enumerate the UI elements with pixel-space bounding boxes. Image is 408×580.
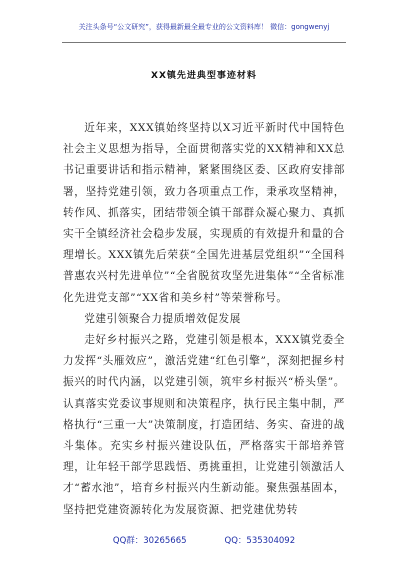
footer-contacts	[0, 534, 408, 546]
qq-number: QQ：535304092	[224, 536, 296, 546]
qq-group-number: QQ群：30265665	[112, 536, 187, 546]
header-banner: 关注头条号“公文研究”，获得最新最全最专业的公文资料库！ 微信：gongwenyj	[78, 23, 330, 31]
document-body	[63, 118, 345, 521]
document-title: XX镇先进典型事迹材料	[151, 71, 257, 81]
section-heading: 党建引领聚合力提质增效促发展	[84, 312, 241, 325]
paragraph-intro: 近年来，XXX镇始终坚持以X习近平新时代中国特色社会主义思想为指导，全面贯彻落实党的XX精神和XX总书记重要讲话和指示精神，紧紧围绕区委、区政府安排部署，坚持党建引领，致力各项重点工作，秉承攻坚精神，转作风、抓落实，团结带领全镇干部群众凝心聚力、真抓实干全镇经济社会稳步发展，实现质的有效提升和量的合理增长。XXX镇先后荣获“全国先进基层党组织”“全国科普惠农兴村先进单位”“全省脱贫攻坚先进集体”“全省标准化先进党支部”“XX省和美乡村”等荣誉称号。	[63, 122, 345, 304]
paragraph-party-building: 走好乡村振兴之路，党建引领是根本，XXX镇党委全力发挥“头雁效应”，激活党建“红色引擎”，深刻把握乡村振兴的时代内涵，以党建引领，筑牢乡村振兴“桥头堡”。认真落实党委议事规则和决策程序，执行民主集中制，严格执行“三重一大”决策制度，打造团结、务实、奋进的战斗集体。充实乡村振兴建设队伍，严格落实干部培养管理，让年轻干部学思践悟、勇挑重担，让党建引领激活人才“蓄水池”，培育乡村振兴内生新动能。聚焦强基固本，坚持把党建资源转化为发展资源、把党建优势转	[63, 334, 345, 516]
header-divider	[62, 42, 346, 43]
